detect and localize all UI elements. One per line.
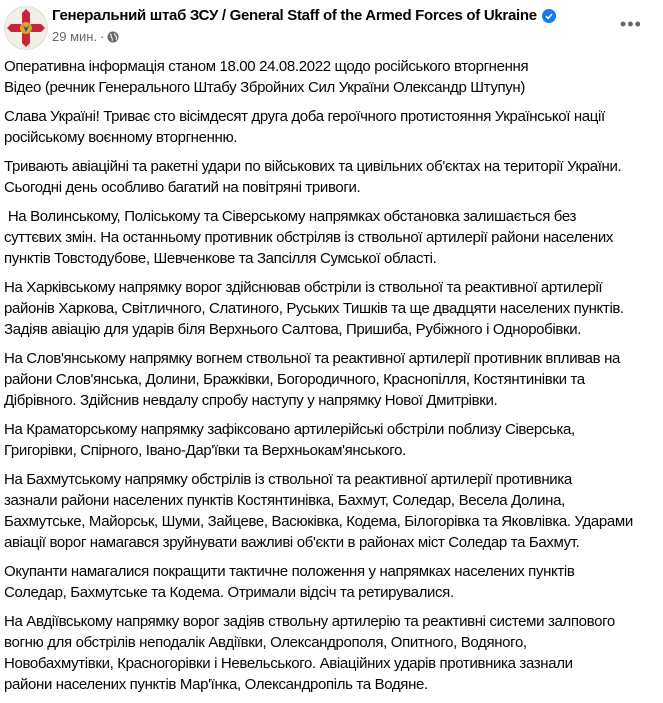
post-paragraph: Тривають авіаційні та ракетні удари по військових та цивільних об'єктах на території України. Сьогодні день особливо багатий на повітряні тривоги. xyxy=(4,158,622,196)
more-options-button[interactable]: ••• xyxy=(620,14,642,34)
post-paragraph: Окупанти намагалися покращити тактичне положення у напрямках населених пунктів Соледар, Бахмутське та Кодема. Отримали відсіч та ретирувалися. xyxy=(4,563,575,601)
post-paragraph: Слава Україні! Триває сто вісімдесят друга доба героїчного протистояння Української нації російському воєнному вторгненню. xyxy=(4,108,605,146)
author-avatar[interactable] xyxy=(4,6,48,50)
meta-separator: · xyxy=(100,29,105,44)
post-paragraph: Оперативна інформація станом 18.00 24.08.2022 щодо російського вторгнення Відео (речник Генерального Штабу Збройних Сил України Олександр Штупун) xyxy=(4,58,529,96)
post-paragraph: На Слов'янському напрямку вогнем ствольної та реактивної артилерії противник впливав на райони Слов'янська, Долини, Бражківки, Богородичного, Краснопілля, Костянтинівки та Дібрівного. Здійснив невдалу спробу наступу у напрямку Нової Дмитрівки. xyxy=(4,350,621,409)
post-timestamp[interactable]: 29 мин. xyxy=(52,29,98,44)
post-paragraph: На Краматорському напрямку зафіксовано артилерійські обстріли поблизу Сіверська, Григорівки, Спірного, Івано-Дар'ївки та Верхньокам'янського. xyxy=(4,421,575,459)
post-paragraph: На Харківському напрямку ворог здійснював обстріли із ствольної та реактивної артилерії районів Харкова, Світличного, Слатиного, Руських Тишків та ще двадцяти населених пунктів. Задіяв авіацію для ударів біля Верхнього Салтова, Пришиба, Рубіжного і Одноробівки. xyxy=(4,279,624,338)
author-name[interactable]: Генеральний штаб ЗСУ / General Staff of the Armed Forces of Ukraine xyxy=(52,7,537,24)
armed-forces-emblem-icon xyxy=(5,7,47,49)
post-paragraph: На Волинському, Поліському та Сіверському напрямках обстановка залишається без суттєвих змін. На останньому противник обстріляв із ствольної артилерії райони населених пунктів Товстодубове, Шевченкове та Запсілля Сумської області. xyxy=(4,208,614,267)
post-paragraph: На Авдіївському напрямку ворог задіяв ствольну артилерію та реактивні системи залпового вогню для обстрілів неподалік Авдіївки, Олександрополя, Опитного, Водяного, Новобахмутівки, Красногорівки і Невельського. Авіаційних ударів противника зазнали райони населених пунктів Мар'їнка, Олександропіль та Водяне. xyxy=(4,613,615,693)
post-paragraph: На Бахмутському напрямку обстрілів із ствольної та реактивної артилерії противника зазнали райони населених пунктів Костянтинівка, Бахмут, Соледар, Весела Долина, Бахмутське, Майорськ, Шуми, Зайцеве, Васюківка, Кодема, Білогорівка та Яковлівка. Ударами авіації ворог намагався зруйнувати важливі об'єкти в районах міст Соледар та Бахмут. xyxy=(4,471,633,551)
verified-badge-icon xyxy=(542,9,556,23)
globe-icon xyxy=(107,31,119,43)
post-body xyxy=(4,56,663,703)
